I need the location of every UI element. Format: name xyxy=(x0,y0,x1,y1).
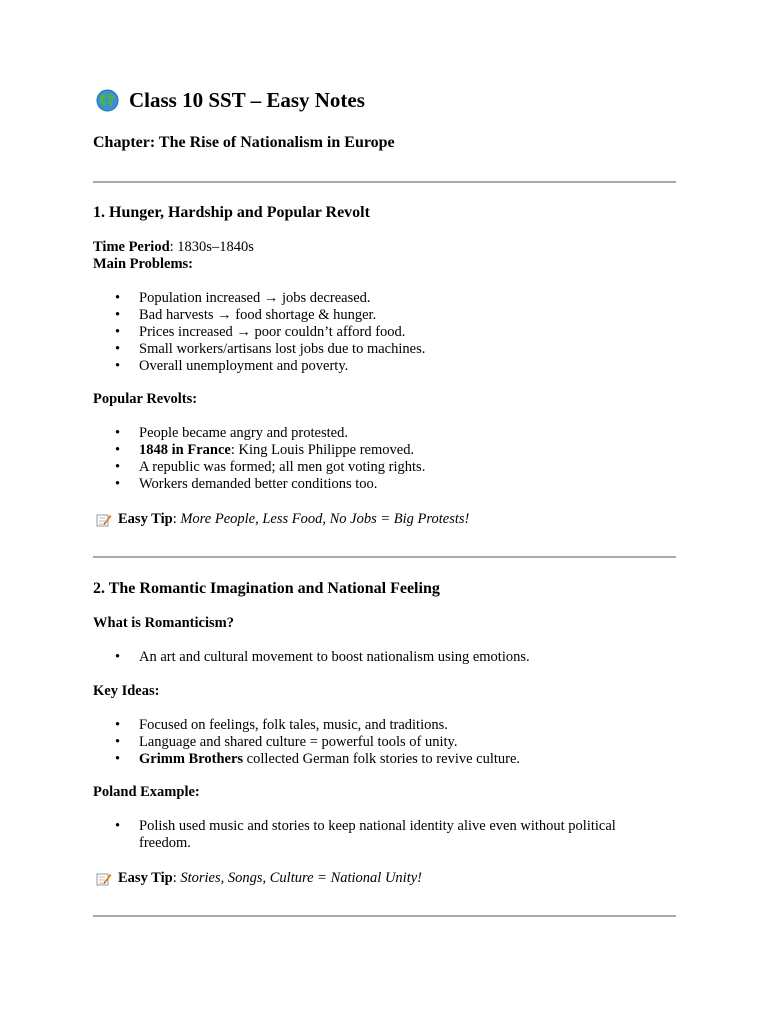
easy-tip-text: Stories, Songs, Culture = National Unity! xyxy=(180,870,422,886)
grimm-brothers-label: Grimm Brothers xyxy=(139,751,244,767)
section-2-heading: 2. The Romantic Imagination and National Feeling xyxy=(93,580,440,597)
time-period-label: Time Period xyxy=(93,239,170,255)
page-title xyxy=(96,88,365,113)
popular-revolts-label: Popular Revolts: xyxy=(93,391,198,407)
page-title-text: Class 10 SST – Easy Notes xyxy=(129,88,365,112)
chapter-heading: Chapter: The Rise of Nationalism in Europe xyxy=(93,134,395,151)
revolt-text: : King Louis Philippe removed. xyxy=(230,442,415,458)
list-item: • Bad harvests → food shortage & hunger. xyxy=(93,307,683,324)
list-item xyxy=(93,751,683,768)
list-item: • Focused on feelings, folk tales, music, and traditions. xyxy=(93,717,683,734)
grimm-brothers-text: collected German folk stories to revive culture. xyxy=(243,751,521,767)
main-problems-label: Main Problems: xyxy=(93,256,194,272)
list-item: • Small workers/artisans lost jobs due to machines. xyxy=(93,341,683,358)
time-period-line xyxy=(93,239,254,256)
divider xyxy=(93,556,676,558)
key-ideas-label: Key Ideas: xyxy=(93,683,160,699)
list-item: • Language and shared culture = powerful tools of unity. xyxy=(93,734,683,751)
memo-icon xyxy=(96,513,112,527)
list-item: • Prices increased → poor couldn’t afford food. xyxy=(93,324,683,341)
key-ideas-list xyxy=(93,717,683,768)
easy-tip-label: Easy Tip xyxy=(118,511,173,527)
easy-tip-separator: : xyxy=(172,870,181,886)
easy-tip-label: Easy Tip xyxy=(118,870,173,886)
revolt-year-label: 1848 in France xyxy=(139,442,231,458)
globe-icon xyxy=(96,89,119,112)
what-is-romanticism-label: What is Romanticism? xyxy=(93,615,234,631)
list-item: • An art and cultural movement to boost nationalism using emotions. xyxy=(93,649,683,666)
easy-tip-separator: : xyxy=(172,511,181,527)
list-item: • Workers demanded better conditions too. xyxy=(93,476,683,493)
easy-tip-text: More People, Less Food, No Jobs = Big Protests! xyxy=(180,511,470,527)
poland-list xyxy=(93,818,653,852)
list-item: • Polish used music and stories to keep national identity alive even without political freedom. xyxy=(93,818,653,852)
memo-icon xyxy=(96,872,112,886)
list-item: • People became angry and protested. xyxy=(93,425,683,442)
divider xyxy=(93,181,676,183)
revolts-list xyxy=(93,425,683,493)
time-period-value: : 1830s–1840s xyxy=(169,239,254,255)
easy-tip-1 xyxy=(96,511,469,528)
problems-list xyxy=(93,290,683,375)
list-item: • A republic was formed; all men got voting rights. xyxy=(93,459,683,476)
easy-tip-2 xyxy=(96,870,422,887)
romanticism-list xyxy=(93,649,683,666)
divider xyxy=(93,915,676,917)
list-item xyxy=(93,442,683,459)
poland-example-label: Poland Example: xyxy=(93,784,200,800)
list-item: • Population increased → jobs decreased. xyxy=(93,290,683,307)
section-1-heading: 1. Hunger, Hardship and Popular Revolt xyxy=(93,204,370,221)
list-item: • Overall unemployment and poverty. xyxy=(93,358,683,375)
